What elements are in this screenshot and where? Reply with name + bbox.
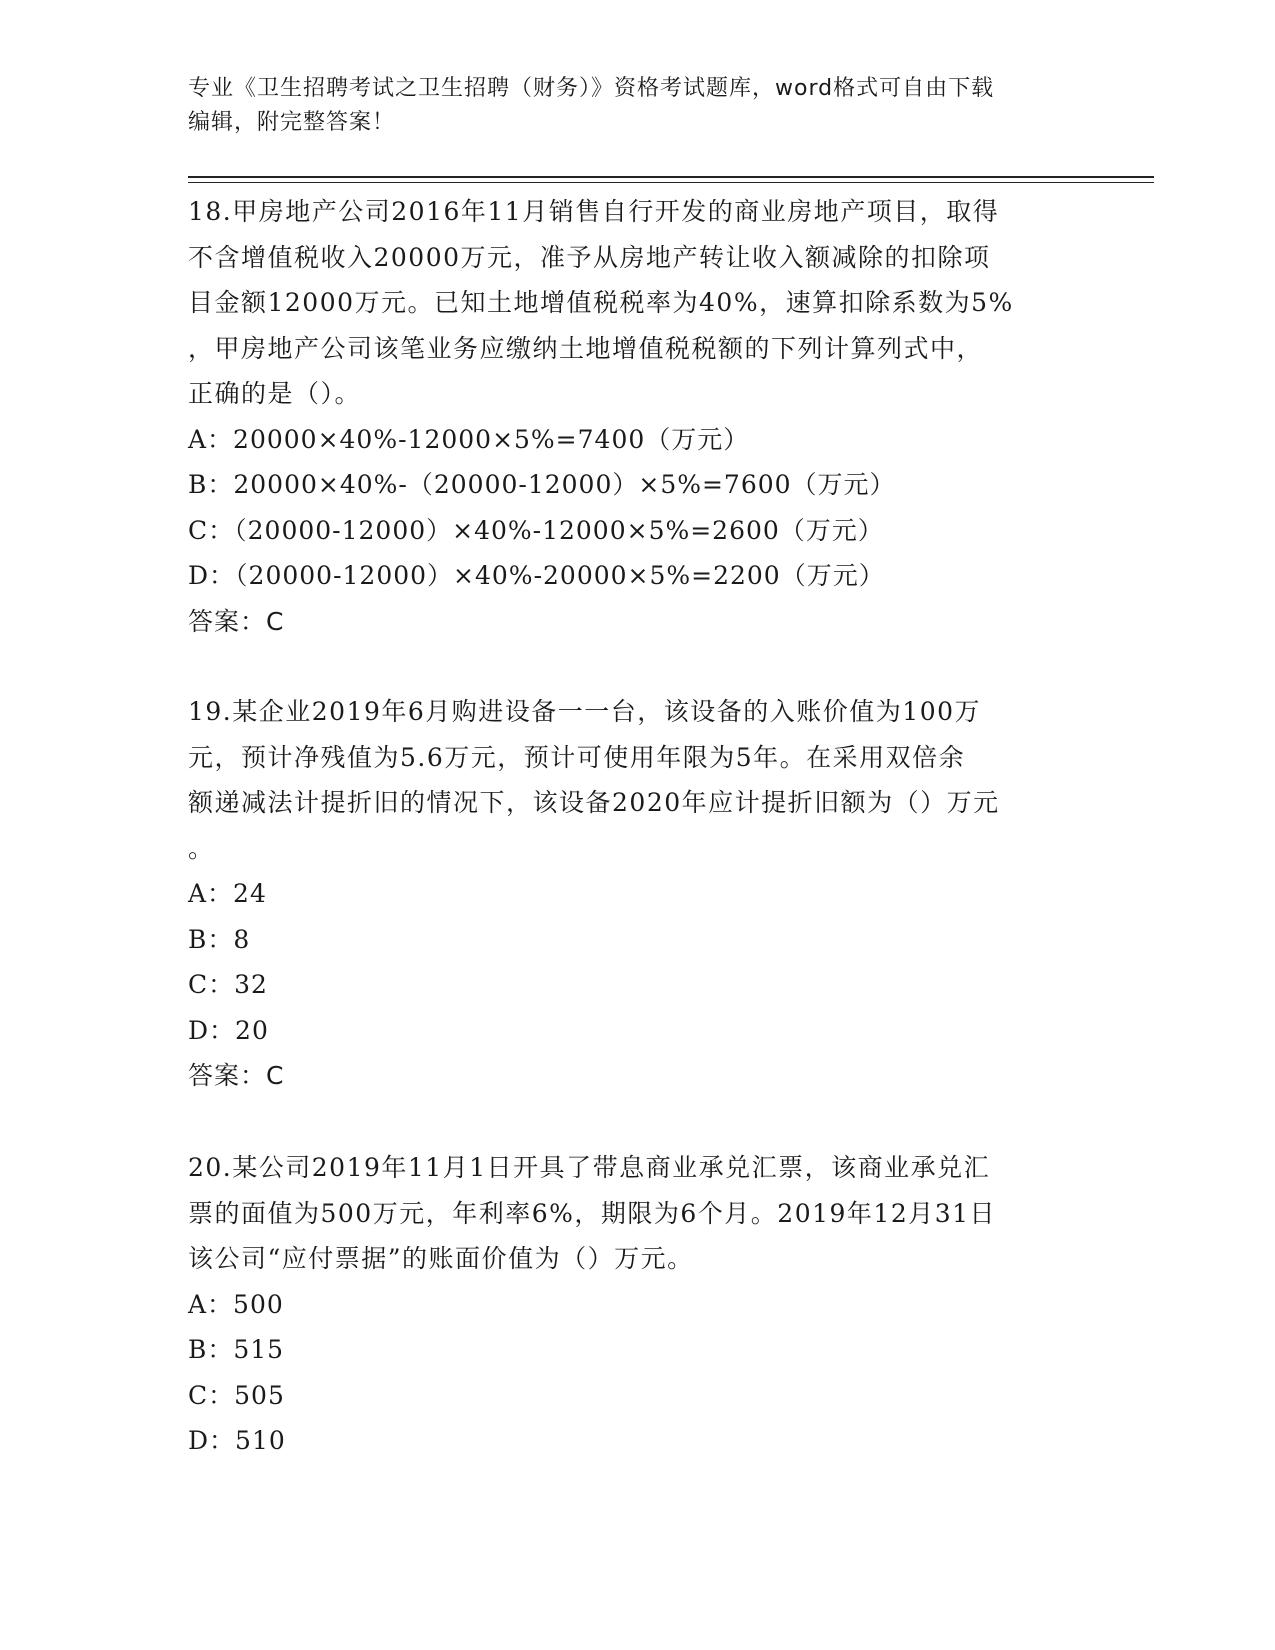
- option-list: [188, 871, 1068, 1053]
- header-line-2: 编辑，附完整答案！: [188, 110, 396, 135]
- question-line: 20.某公司2019年11月1日开具了带息商业承兑汇票，该商业承兑汇: [188, 1153, 991, 1182]
- question-line: 元，预计净残值为5.6万元，预计可使用年限为5年。在采用双倍余: [188, 742, 966, 772]
- question-line: 19.某企业2019年6月购进设备一一台，该设备的入账价值为100万: [188, 697, 982, 726]
- option-a: A：20000×40%-12000×5%=7400（万元）: [188, 424, 750, 454]
- answer-text: 答案：C: [188, 606, 285, 636]
- question-19: [188, 689, 1068, 1099]
- question-stem: [188, 689, 1068, 871]
- question-stem: [188, 1145, 1068, 1282]
- question-line: 额递减法计提折旧的情况下，该设备2020年应计提折旧额为（）万元: [188, 788, 1000, 817]
- option-a: A：500: [188, 1289, 284, 1319]
- header-divider-thick: [188, 176, 1154, 178]
- header-line-1: 专业《卫生招聘考试之卫生招聘（财务）》资格考试题库，word格式可自由下载: [188, 76, 995, 101]
- header-divider-thin: [188, 182, 1154, 183]
- option-c: C：（20000-12000）×40%-12000×5%=2600（万元）: [188, 515, 884, 545]
- question-line: ，甲房地产公司该笔业务应缴纳土地增值税税额的下列计算列式中，: [188, 333, 984, 363]
- question-line: 票的面值为500万元，年利率6%，期限为6个月。2019年12月31日: [188, 1198, 997, 1228]
- question-18: [188, 189, 1068, 644]
- option-c: C：505: [188, 1380, 285, 1410]
- option-d: D：（20000-12000）×40%-20000×5%=2200（万元）: [188, 561, 885, 590]
- option-d: D：510: [188, 1426, 286, 1455]
- question-line: 不含增值税收入20000万元，准予从房地产转让收入额减除的扣除项: [188, 242, 991, 272]
- option-c: C：32: [188, 970, 268, 999]
- option-list: [188, 417, 1068, 599]
- option-d: D：20: [188, 1015, 269, 1045]
- option-list: [188, 1282, 1068, 1464]
- answer-text: 答案：C: [188, 1061, 285, 1090]
- option-b: B：515: [188, 1335, 285, 1364]
- option-a: A：24: [188, 879, 267, 908]
- question-line: 正确的是（）。: [188, 379, 362, 408]
- question-line: 该公司“应付票据”的账面价值为（）万元。: [188, 1244, 694, 1273]
- question-line: 目金额12000万元。已知土地增值税税率为40%，速算扣除系数为5%: [188, 288, 1014, 317]
- question-20: [188, 1145, 1068, 1464]
- option-b: B：8: [188, 924, 251, 954]
- question-stem: [188, 189, 1068, 417]
- option-b: B：20000×40%-（20000-12000）×5%=7600（万元）: [188, 470, 896, 499]
- question-line: 。: [188, 833, 215, 863]
- question-line: 18.甲房地产公司2016年11月销售自行开发的商业房地产项目，取得: [188, 197, 1000, 226]
- document-header: [188, 72, 1068, 140]
